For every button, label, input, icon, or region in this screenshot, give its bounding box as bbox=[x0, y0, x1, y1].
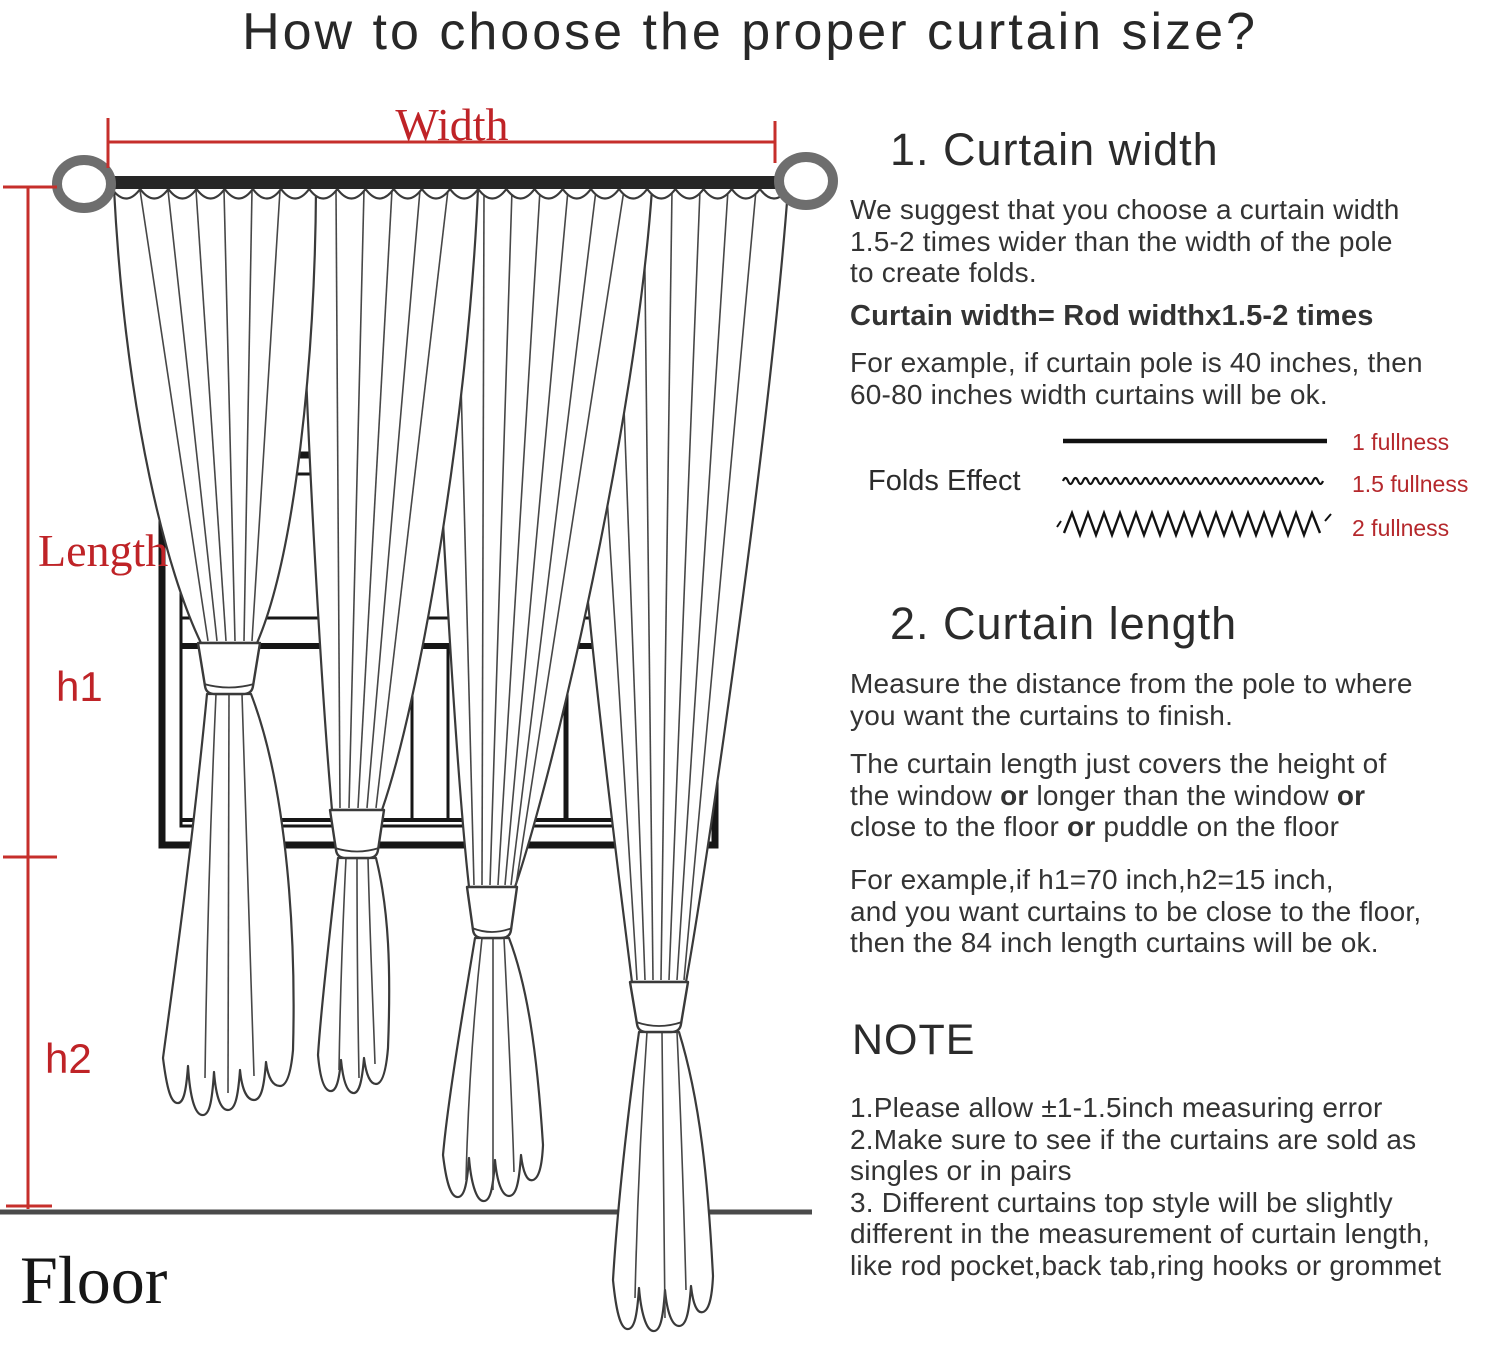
width-label: Width bbox=[395, 99, 509, 150]
note-heading: NOTE bbox=[852, 1016, 976, 1064]
curtain-width-formula: Curtain width= Rod widthx1.5-2 times bbox=[850, 300, 1374, 332]
curtain-length-paragraph-1: Measure the distance from the pole to where you want the curtains to finish. bbox=[850, 668, 1413, 731]
curtain-width-paragraph-1: We suggest that you choose a curtain width 1.5-2 times wider than the width of the pole to create folds. bbox=[850, 194, 1400, 288]
fullness-1-line-icon bbox=[1062, 436, 1328, 446]
curtain-rod bbox=[104, 176, 782, 189]
note-list: 1.Please allow ±1-1.5inch measuring error 2.Make sure to see if the curtains are sold as singles or in pairs 3. Different curtains top style will be slightly different in the measurement of curtain length, like rod pocket,back tab,ring hooks or grommet bbox=[850, 1092, 1442, 1281]
fullness-1-5-wave-icon bbox=[1062, 474, 1328, 488]
floor-label: Floor bbox=[20, 1242, 168, 1318]
h1-label: h1 bbox=[56, 663, 103, 710]
section-heading-curtain-width: 1. Curtain width bbox=[890, 124, 1219, 175]
curtain-length-paragraph-3: For example,if h1=70 inch,h2=15 inch, and you want curtains to be close to the floor, then the 84 inch length curtains will be ok. bbox=[850, 864, 1422, 958]
section-heading-curtain-length: 2. Curtain length bbox=[890, 598, 1238, 649]
folds-effect-label: Folds Effect bbox=[868, 465, 1021, 497]
h2-label: h2 bbox=[45, 1035, 92, 1082]
fullness-1-label: 1 fullness bbox=[1352, 429, 1450, 455]
page-title: How to choose the proper curtain size? bbox=[242, 3, 1258, 61]
rod-ring-left bbox=[57, 160, 111, 208]
fullness-1-5-label: 1.5 fullness bbox=[1352, 471, 1469, 497]
fullness-2-zigzag-icon bbox=[1055, 509, 1337, 541]
curtain-width-paragraph-2: For example, if curtain pole is 40 inches, then 60-80 inches width curtains will be ok. bbox=[850, 347, 1423, 410]
fullness-2-label: 2 fullness bbox=[1352, 515, 1450, 541]
length-label: Length bbox=[38, 525, 169, 576]
curtain-length-paragraph-2: The curtain length just covers the height of the window or longer than the window or close to the floor or puddle on the floor bbox=[850, 748, 1387, 842]
rod-ring-right bbox=[779, 157, 833, 205]
